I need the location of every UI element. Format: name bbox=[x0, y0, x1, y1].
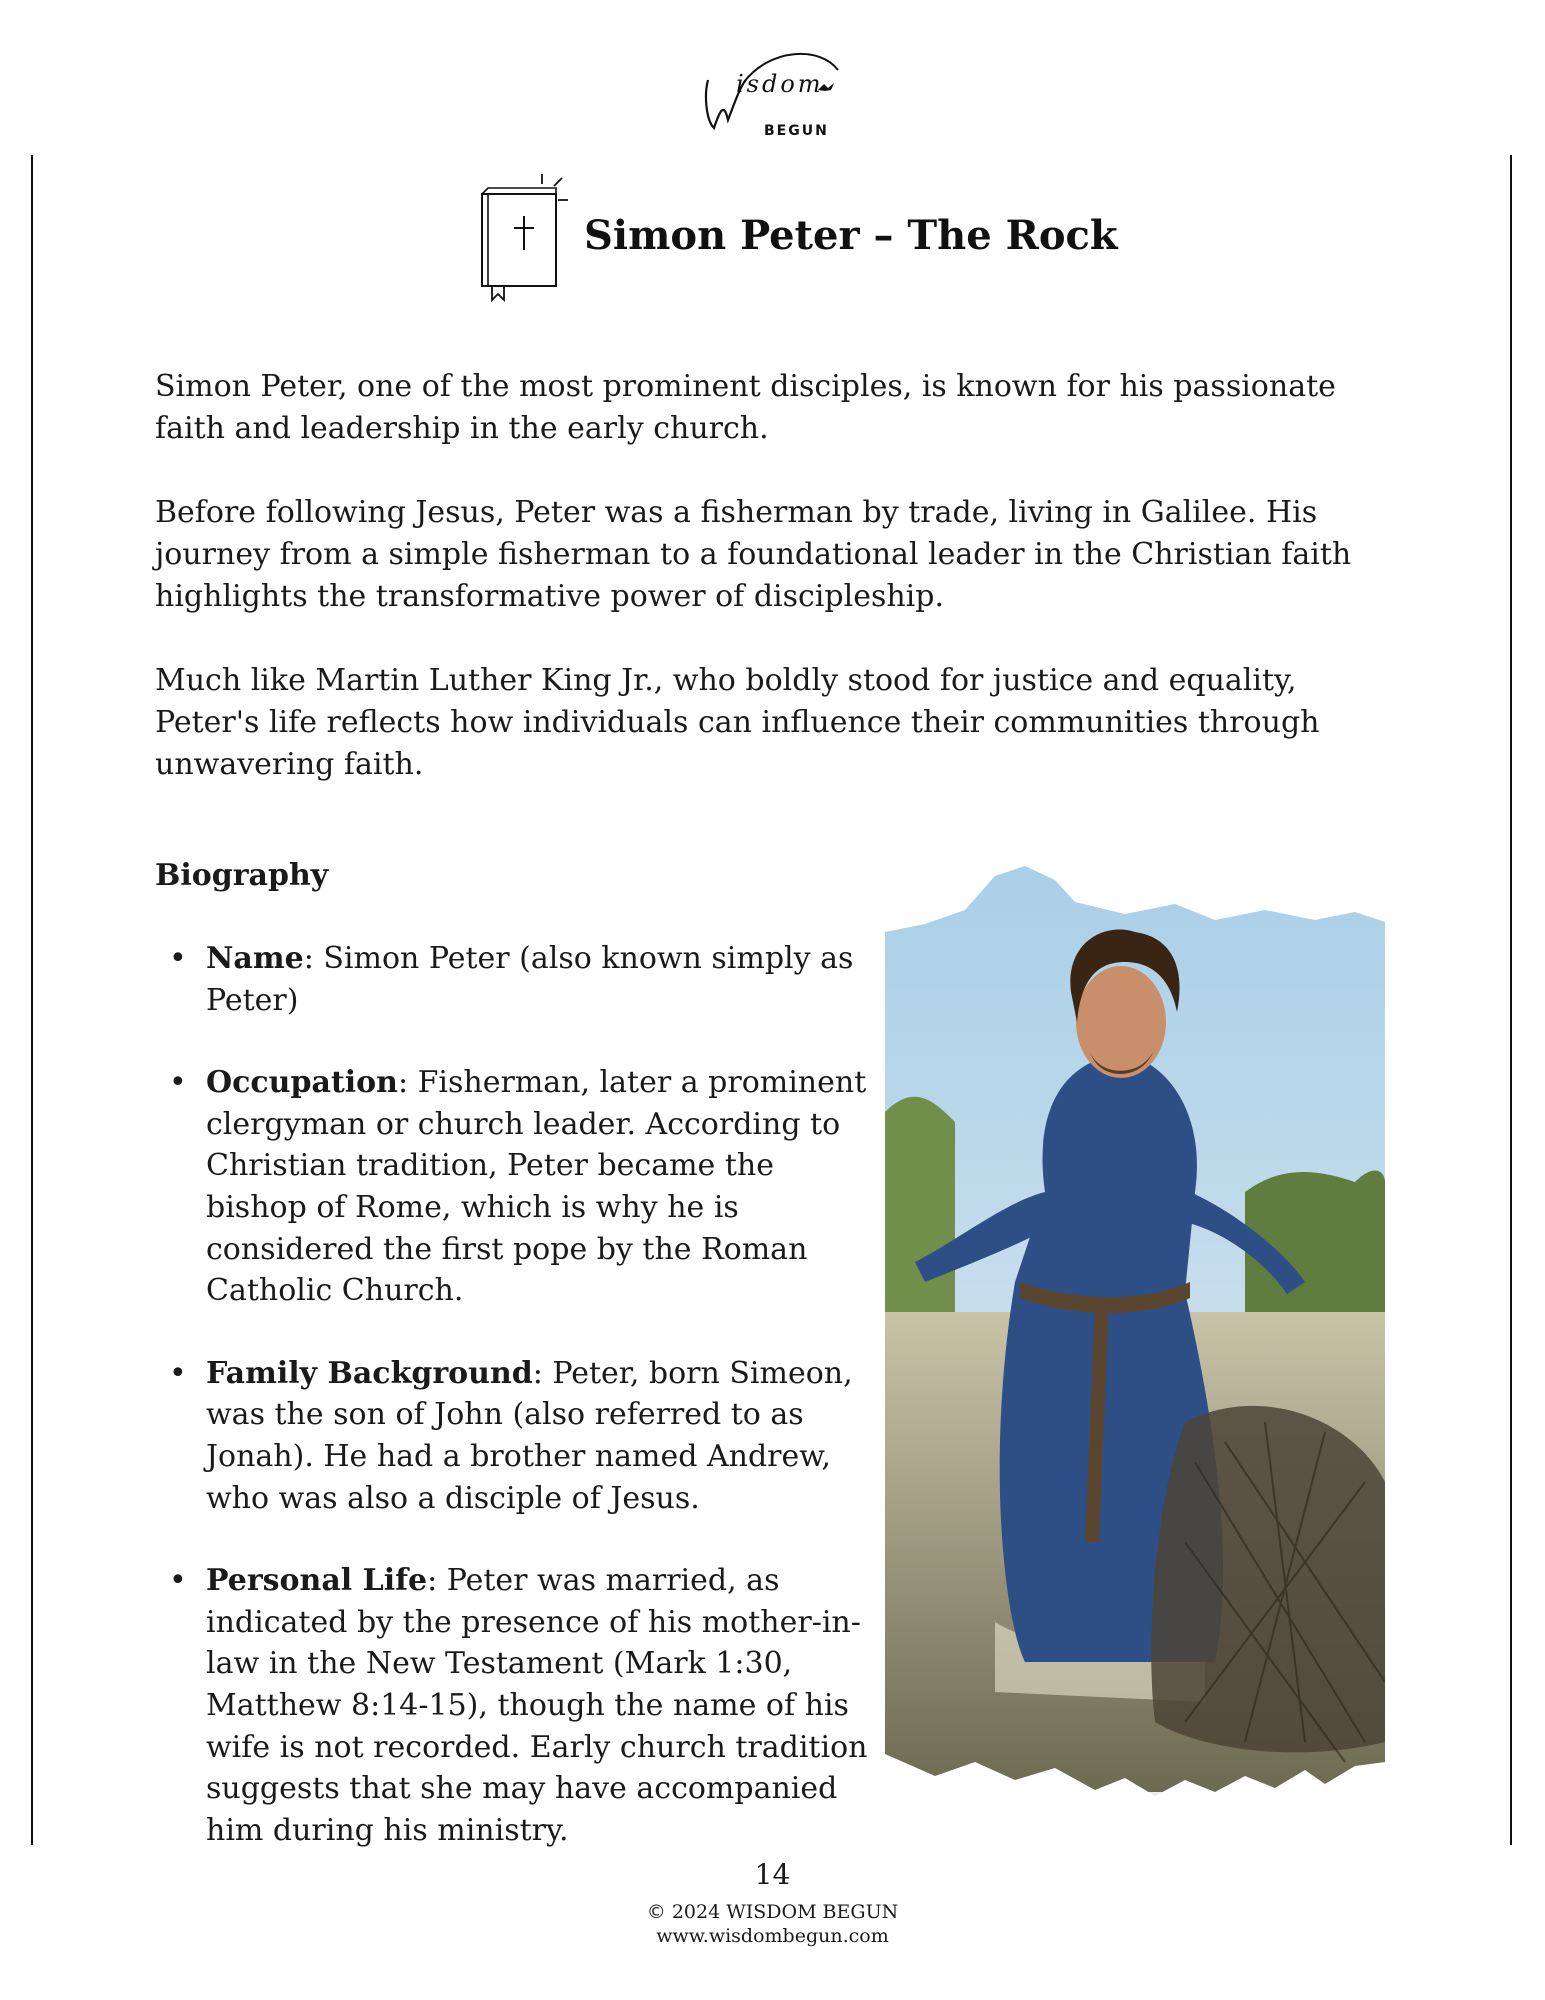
logo-script-text: isdom bbox=[736, 70, 824, 98]
left-border-line bbox=[31, 155, 33, 1845]
intro-text bbox=[155, 366, 1385, 828]
biography-list bbox=[155, 938, 875, 1892]
page-title: Simon Peter – The Rock bbox=[584, 212, 1118, 259]
biography-item bbox=[155, 938, 875, 1021]
copyright-text: 2024 WISDOM BEGUN bbox=[671, 1901, 899, 1923]
intro-paragraph: Simon Peter, one of the most prominent disciples, is known for his passionate faith and leadership in the early church. bbox=[155, 369, 1336, 446]
bible-icon bbox=[478, 172, 578, 312]
biography-item bbox=[155, 1560, 875, 1851]
biography-item-text: : Peter, born Simeon, was the son of John (also referred to as Jonah). He had a brother named Andrew, who was also a disciple of Jesus. bbox=[206, 1355, 853, 1516]
biography-item-label: Personal Life bbox=[206, 1563, 428, 1599]
copyright-icon: © bbox=[646, 1901, 666, 1923]
simon-peter-illustration bbox=[885, 862, 1385, 1822]
biography-heading: Biography bbox=[155, 858, 329, 893]
biography-item bbox=[155, 1062, 875, 1312]
website-link[interactable]: www.wisdombegun.com bbox=[656, 1925, 889, 1947]
biography-item bbox=[155, 1353, 875, 1519]
right-border-line bbox=[1510, 155, 1512, 1845]
biography-item-text: : Peter was married, as indicated by the presence of his mother-in-law in the New Testament (Mark 1:30, Matthew 8:14-15), though the name of his wife is not recorded. Early church tradition suggests that she may have accompanied him during his ministry. bbox=[206, 1563, 868, 1848]
biography-item-label: Occupation bbox=[206, 1065, 398, 1101]
copyright-footer bbox=[0, 1900, 1545, 1948]
intro-paragraph: Before following Jesus, Peter was a fisherman by trade, living in Galilee. His journey from a simple fisherman to a foundational leader in the Christian faith highlights the transformative power of discipleship. bbox=[155, 495, 1352, 614]
wisdom-begun-logo bbox=[700, 50, 850, 145]
logo-sub-text: BEGUN bbox=[764, 123, 829, 139]
biography-item-text: : Simon Peter (also known simply as Peter) bbox=[206, 941, 854, 1018]
biography-item-label: Family Background bbox=[206, 1355, 533, 1391]
biography-item-text: : Fisherman, later a prominent clergyman or church leader. According to Christian tradition, Peter became the bishop of Rome, which is why he is considered the first pope by the Roman Catholic Church. bbox=[206, 1065, 867, 1309]
page-number: 14 bbox=[754, 1858, 791, 1891]
intro-paragraph: Much like Martin Luther King Jr., who boldly stood for justice and equality, Peter's life reflects how individuals can influence their communities through unwavering faith. bbox=[155, 663, 1320, 782]
biography-item-label: Name bbox=[206, 941, 304, 976]
